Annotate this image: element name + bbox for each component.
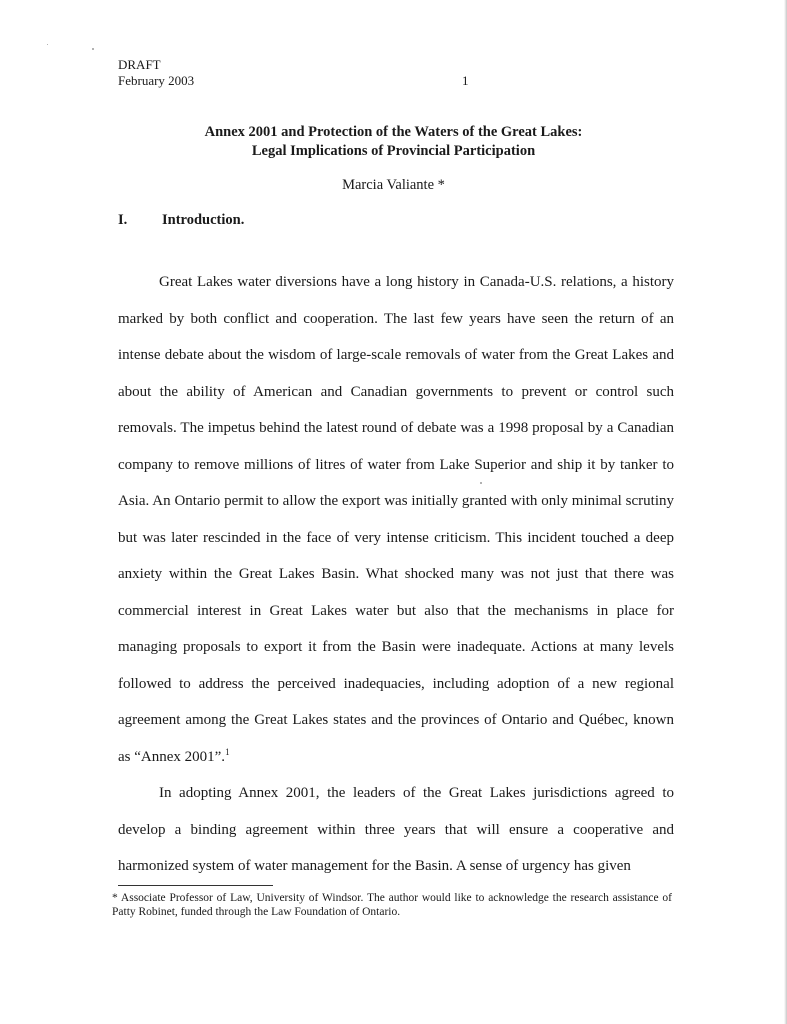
paragraph-2: In adopting Annex 2001, the leaders of the Great Lakes jurisdictions agreed to develop a binding agreement within three years that will ensure a cooperative and harmonized system of water management for the Basin. A sense of urgency has given — [118, 785, 674, 874]
section-heading — [118, 212, 244, 229]
title-line-1: Annex 2001 and Protection of the Waters of the Great Lakes: — [204, 124, 583, 140]
draft-label: DRAFT — [118, 57, 161, 72]
header-date: February 2003 — [118, 73, 195, 88]
page-number: 1 — [462, 73, 469, 88]
scan-speck — [47, 44, 48, 45]
scan-speck — [480, 482, 482, 484]
section-number: I. — [118, 212, 128, 228]
body-text — [118, 264, 674, 885]
footnote-divider — [118, 885, 273, 886]
title-line-2: Legal Implications of Provincial Participation — [251, 143, 536, 159]
paragraph-1-text: Great Lakes water diversions have a long history in Canada-U.S. relations, a history marked by both conflict and cooperation. The last few years have seen the return of an intense debate about the wisdom of large-scale removals of water from the Great Lakes and about the ability of American and Canadian governments to prevent or control such removals. The impetus behind the latest round of debate was a 1998 proposal by a Canadian company to remove millions of litres of water from Lake Superior and ship it by tanker to Asia. An Ontario permit to allow the export was initially granted with only minimal scrutiny but was later rescinded in the face of very intense criticism. This incident touched a deep anxiety within the Great Lakes Basin. What shocked many was not just that there was commercial interest in Great Lakes water but also that the mechanisms in place for managing proposals to export it from the Basin were inadequate. Actions at many levels followed to address the perceived inadequacies, including adoption of a new regional agreement among the Great Lakes states and the provinces of Ontario and Québec, known as “Annex 2001”. — [118, 274, 674, 765]
section-title: Introduction. — [162, 212, 245, 228]
author-name: Marcia Valiante * — [342, 177, 445, 193]
paragraph-1 — [118, 264, 674, 775]
scan-speck — [92, 48, 94, 50]
running-header — [118, 57, 194, 89]
document-title — [0, 123, 787, 161]
footnote-ref-1[interactable]: 1 — [225, 746, 230, 757]
footnote-author: * Associate Professor of Law, University of Windsor. The author would like to acknowledge the research assistance of Patty Robinet, funded through the Law Foundation of Ontario. — [112, 892, 672, 918]
